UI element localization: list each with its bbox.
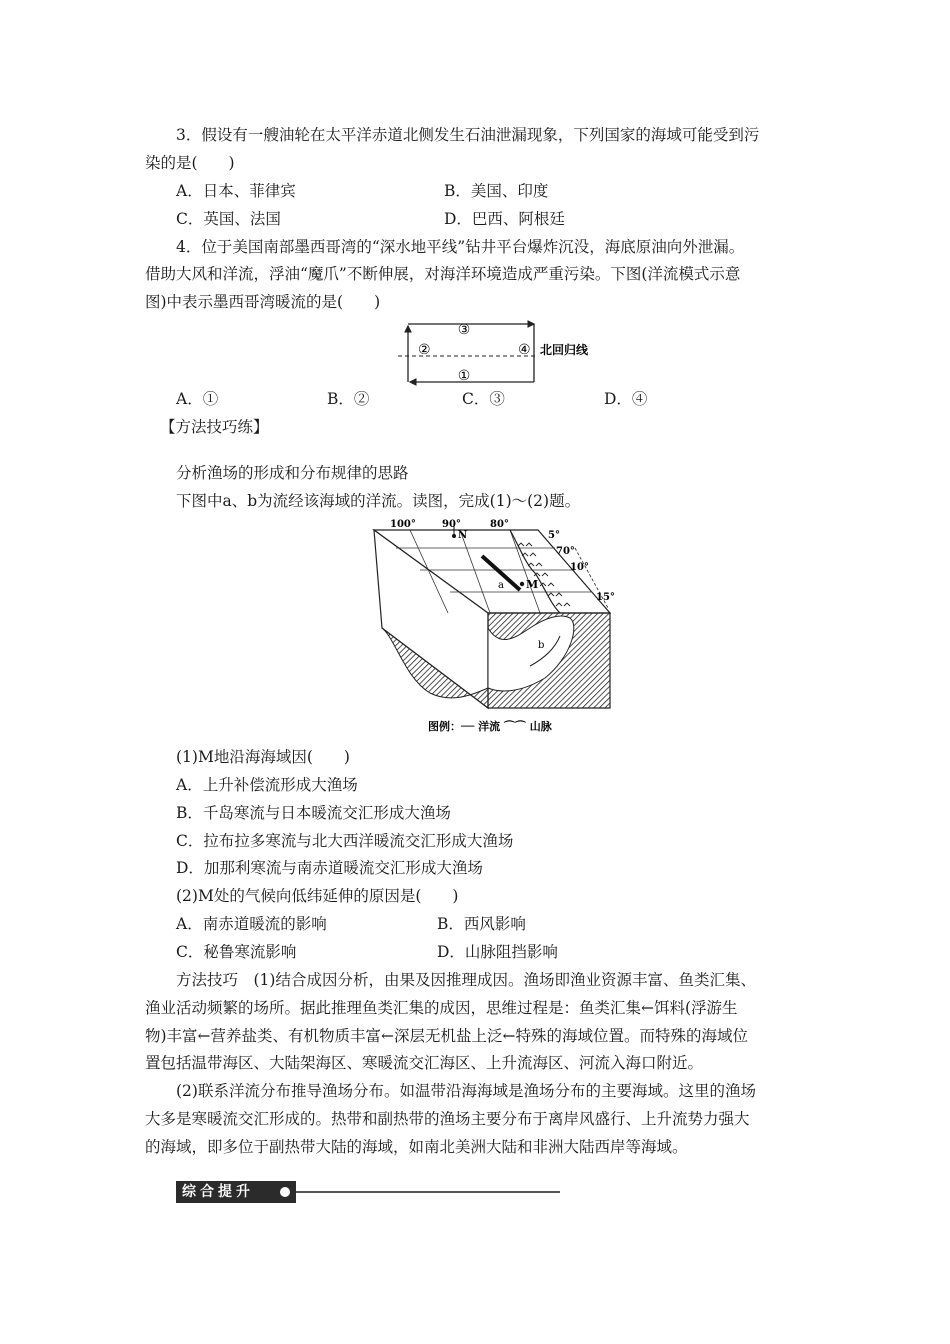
sub1-option-c: C．拉布拉多寒流与北大西洋暖流交汇形成大渔场	[176, 832, 514, 850]
tips-p1-line1: 方法技巧 (1)结合成因分析，由果及因推理成因。渔场即渔业资源丰富、鱼类汇集、	[176, 971, 756, 989]
tips-p1-line4: 置包括温带海区、大陆架海区、寒暖流交汇海区、上升流海区、河流入海口附近。	[145, 1054, 704, 1072]
section-banner	[176, 1180, 560, 1204]
sub2-option-c: C．秘鲁寒流影响	[176, 943, 297, 961]
lon-90-label: 90°	[442, 519, 461, 530]
sub1-option-a: A．上升补偿流形成大渔场	[176, 776, 358, 794]
sub1-option-d: D．加那利寒流与南赤道暖流交汇形成大渔场	[176, 859, 483, 877]
lon-100-label: 100°	[390, 519, 416, 530]
tips-p1-line2: 渔业活动频繁的场所。据此推理鱼类汇集的成因，思维过程是：鱼类汇集←饵料(浮游生	[145, 999, 738, 1017]
sub2-option-d: D．山脉阻挡影响	[437, 943, 558, 961]
method-intro: 下图中a、b为流经该海域的洋流。读图，完成(1)～(2)题。	[176, 492, 581, 510]
section-banner-title: 综合提升	[176, 1181, 296, 1203]
method-subtitle: 分析渔场的形成和分布规律的思路	[176, 464, 409, 482]
q4-option-d: D．④	[604, 390, 648, 408]
label-b: b	[538, 640, 545, 651]
label-3: ③	[457, 322, 471, 338]
sub1-stem: (1)M地沿海海域因( )	[176, 748, 350, 766]
q3-stem-line2: 染的是( )	[145, 154, 235, 172]
tips-p2-line2: 大多是寒暖流交汇形成的。热带和副热带的渔场主要分布于离岸风盛行、上升流势力强大	[145, 1110, 750, 1128]
q4-option-c: C．③	[462, 390, 505, 408]
ocean-current-model-diagram	[398, 318, 608, 392]
tips-p1-line3: 物)丰富←营养盐类、有机物质丰富←深层无机盐上泛←特殊的海域位置。而特殊的海域位	[145, 1027, 749, 1045]
label-m: M	[526, 578, 539, 591]
sub2-option-a: A．南赤道暖流的影响	[176, 915, 327, 933]
label-n: N	[458, 530, 468, 541]
q3-option-b: B．美国、印度	[444, 182, 549, 200]
q3-stem-line1: 3．假设有一艘油轮在太平洋赤道北侧发生石油泄漏现象，下列国家的海域可能受到污	[176, 126, 760, 144]
method-header: 【方法技巧练】	[160, 418, 269, 436]
q3-option-a: A．日本、菲律宾	[176, 182, 296, 200]
bullet-icon	[280, 1187, 290, 1197]
label-2: ②	[418, 342, 431, 358]
tips-p2-line1: (2)联系洋流分布推导渔场分布。如温带沿海海域是渔场分布的主要海域。这里的渔场	[176, 1082, 756, 1100]
q3-option-d: D．巴西、阿根廷	[444, 210, 565, 228]
q4-stem-line3: 图)中表示墨西哥湾暖流的是( )	[145, 293, 381, 311]
label-4: ④	[518, 342, 531, 358]
tropic-label: 北回归线	[540, 343, 589, 357]
lat-5-label: 5°	[548, 530, 560, 541]
sub1-option-b: B．千岛寒流与日本暖流交汇形成大渔场	[176, 804, 451, 822]
section-divider	[296, 1191, 560, 1193]
q4-option-a: A．①	[176, 390, 219, 408]
sub2-stem: (2)M处的气候向低纬延伸的原因是( )	[176, 887, 459, 905]
label-1: ①	[457, 368, 471, 384]
q4-stem-line1: 4．位于美国南部墨西哥湾的“深水地平线”钻井平台爆炸沉没，海底原油向外泄漏。	[176, 238, 745, 256]
q3-option-c: C．英国、法国	[176, 210, 281, 228]
lon-80-label: 80°	[490, 519, 509, 530]
q4-stem-line2: 借助大风和洋流，浮油“魔爪”不断伸展，对海洋环境造成严重污染。下图(洋流模式示意	[145, 265, 741, 283]
q4-option-b: B．②	[327, 390, 370, 408]
label-a: a	[498, 580, 504, 591]
lon-70-label: 70°	[556, 546, 575, 557]
lat-15-label: 15°	[596, 592, 615, 603]
coastal-block-diagram	[370, 518, 615, 736]
diagram-legend: 图例：── 洋流 ⌒⌒ 山脉	[428, 720, 552, 733]
tips-p2-line3: 的海域，即多位于副热带大陆的海域，如南北美洲大陆和非洲大陆西岸等海域。	[145, 1138, 688, 1156]
lat-10-label: 10°	[570, 562, 589, 573]
sub2-option-b: B．西风影响	[437, 915, 526, 933]
